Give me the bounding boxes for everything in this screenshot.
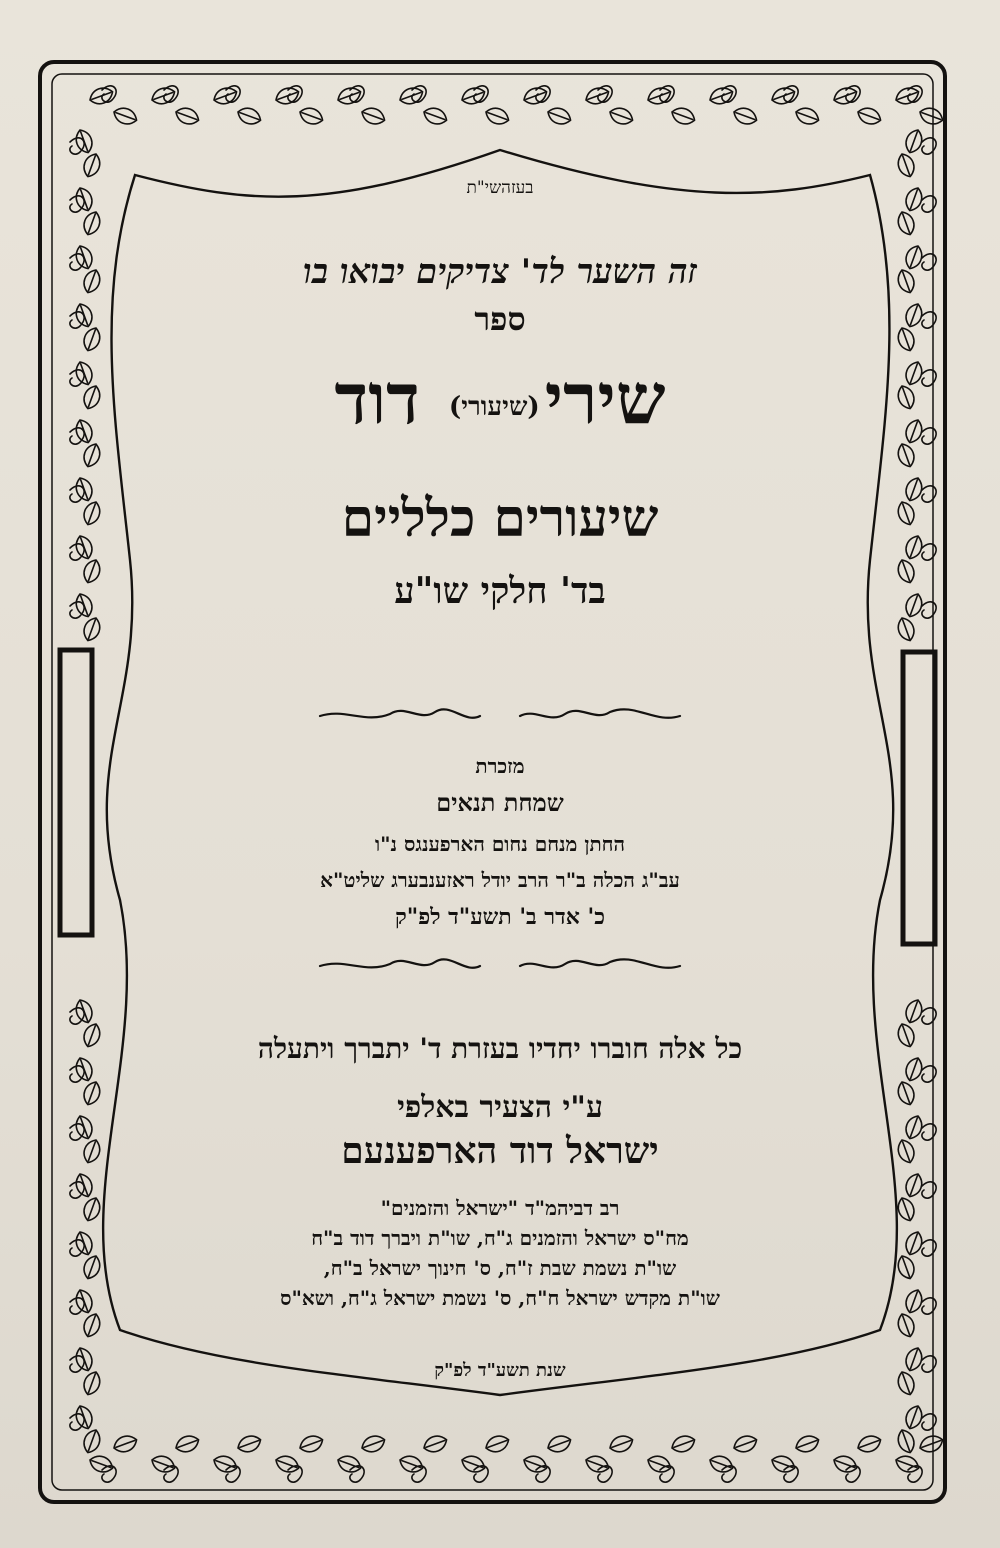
vine-leaf [81, 209, 103, 237]
vine-leaf [895, 499, 917, 527]
vine-leaf [895, 209, 917, 237]
vine-leaf [173, 105, 201, 127]
vine-leaf [707, 85, 735, 107]
vine-leaf [111, 105, 139, 127]
vine-leaf [583, 1453, 611, 1475]
vine-curl [164, 1466, 178, 1482]
compiled-line: כל אלה חוברו יחדיו בעזרת ד' יתברך ויתעלה [257, 1032, 743, 1065]
vine-leaf [895, 1311, 917, 1339]
vine-leaf [335, 85, 363, 107]
vine-leaf [111, 1433, 139, 1455]
vine-curl [102, 1466, 116, 1482]
vine-leaf [211, 1453, 239, 1475]
vine-leaf [831, 1453, 859, 1475]
vine-leaf [895, 1369, 917, 1397]
vine-leaf [895, 1079, 917, 1107]
vine-curl [598, 1466, 612, 1482]
vine-leaf [895, 441, 917, 469]
vine-leaf [235, 1433, 263, 1455]
vine-curl [922, 370, 936, 386]
subtitle: שיעורים כלליים [341, 488, 659, 549]
vine-leaf [483, 1433, 511, 1455]
vine-leaf [607, 1433, 635, 1455]
vine-leaf [895, 1137, 917, 1165]
vine-leaf [895, 267, 917, 295]
vine-leaf [669, 1433, 697, 1455]
vine-leaf [235, 105, 263, 127]
vine-curl [908, 1466, 922, 1482]
vine-leaf [793, 1433, 821, 1455]
subtitle-2: בד' חלקי שו"ע [394, 570, 606, 612]
vine-leaf [81, 557, 103, 585]
arched-verse: זה השער לד' צדיקים יבואו בו [302, 252, 697, 292]
vine-leaf [81, 325, 103, 353]
vine-leaf [81, 441, 103, 469]
side-bar-left [60, 650, 92, 935]
vine-leaf [459, 85, 487, 107]
vine-curl [536, 1466, 550, 1482]
vine-leaf [707, 1453, 735, 1475]
vine-leaf [731, 1433, 759, 1455]
vine-leaf [583, 85, 611, 107]
vine-curl [922, 1414, 936, 1430]
groom-line: החתן מנחם נחום הארפענגס נ"ו [375, 832, 625, 856]
vine-leaf [81, 1369, 103, 1397]
vine-leaf [917, 105, 945, 127]
vine-leaf [297, 105, 325, 127]
vine-curl [922, 1066, 936, 1082]
title-word-shirei: שירי [544, 357, 666, 440]
vine-leaf [81, 1195, 103, 1223]
year-line: שנת תשע"ד לפ"ק [434, 1360, 566, 1381]
flourish-ornament-icon [320, 959, 680, 967]
vine-leaf [895, 615, 917, 643]
author-title-2: מח"ס ישראל והזמנים ג"ח, שו"ת ויברך דוד ב"ח [311, 1226, 689, 1250]
vine-leaf [669, 105, 697, 127]
vine-leaf [81, 615, 103, 643]
vine-leaf [645, 85, 673, 107]
vine-leaf [545, 105, 573, 127]
vine-curl [922, 254, 936, 270]
vine-curl [922, 138, 936, 154]
vine-leaf [917, 1433, 945, 1455]
vine-leaf [273, 85, 301, 107]
vine-curl [474, 1466, 488, 1482]
by-line: ע"י הצעיר באלפי [397, 1090, 603, 1125]
vine-leaf [895, 1021, 917, 1049]
vine-leaf [895, 557, 917, 585]
vine-leaf [895, 1427, 917, 1455]
vine-leaf [359, 105, 387, 127]
vine-curl [846, 1466, 860, 1482]
vine-leaf [731, 105, 759, 127]
flourish-ornament-icon [320, 709, 680, 717]
vine-leaf [521, 85, 549, 107]
vine-leaf [359, 1433, 387, 1455]
vine-curl [922, 486, 936, 502]
vine-curl [412, 1466, 426, 1482]
vine-leaf [81, 1311, 103, 1339]
vine-leaf [81, 1427, 103, 1455]
vine-leaf [397, 1453, 425, 1475]
vine-curl [922, 1356, 936, 1372]
sefer-label: ספר [474, 300, 526, 338]
vine-curl [922, 1182, 936, 1198]
vine-leaf [895, 151, 917, 179]
book-title [150, 357, 850, 441]
vine-curl [350, 1466, 364, 1482]
vine-curl [226, 1466, 240, 1482]
vine-leaf [895, 325, 917, 353]
vine-curl [922, 1298, 936, 1314]
vine-curl [922, 602, 936, 618]
side-bar-right [903, 652, 935, 944]
vine-curl [922, 196, 936, 212]
vine-leaf [81, 1079, 103, 1107]
vine-leaf [769, 85, 797, 107]
vine-leaf [895, 383, 917, 411]
dedication-heading: מזכרת [475, 754, 525, 778]
vine-leaf [81, 1253, 103, 1281]
vine-leaf [81, 499, 103, 527]
vine-leaf [483, 105, 511, 127]
vine-curl [922, 1124, 936, 1140]
vine-leaf [81, 151, 103, 179]
vine-leaf [421, 1433, 449, 1455]
top-abbreviation: בעזהשי"ת [466, 178, 534, 198]
date-line: כ' אדר ב' תשע"ד לפ"ק [395, 904, 605, 930]
vine-leaf [831, 85, 859, 107]
vine-leaf [81, 1137, 103, 1165]
vine-leaf [87, 1453, 115, 1475]
vine-leaf [81, 1021, 103, 1049]
vine-curl [922, 428, 936, 444]
vine-curl [660, 1466, 674, 1482]
vine-leaf [81, 383, 103, 411]
vine-leaf [87, 85, 115, 107]
vine-curl [922, 1008, 936, 1024]
vine-curl [784, 1466, 798, 1482]
vine-leaf [607, 105, 635, 127]
vine-leaf [769, 1453, 797, 1475]
vine-leaf [335, 1453, 363, 1475]
author-title-1: רב דביהמ"ד "ישראל והזמנים" [380, 1196, 620, 1220]
vine-curl [288, 1466, 302, 1482]
vine-leaf [855, 105, 883, 127]
vine-leaf [545, 1433, 573, 1455]
vine-leaf [211, 85, 239, 107]
vine-curl [922, 1240, 936, 1256]
vine-leaf [521, 1453, 549, 1475]
vine-curl [722, 1466, 736, 1482]
author-title-4: שו"ת מקדש ישראל ח"ח, ס' נשמת ישראל ג"ח, ושא"ס [280, 1286, 720, 1310]
bride-line: עב"ג הכלה ב"ר הרב יודל ראזענבערג שליט"א [320, 868, 680, 892]
vine-leaf [397, 85, 425, 107]
vine-leaf [645, 1453, 673, 1475]
vine-leaf [459, 1453, 487, 1475]
author-name: ישראל דוד הארפענעם [341, 1130, 659, 1172]
title-parenthetical: (שיעורי) [448, 392, 540, 422]
dedication-event: שמחת תנאים [436, 788, 564, 817]
vine-leaf [81, 267, 103, 295]
vine-leaf [173, 1433, 201, 1455]
vine-curl [922, 544, 936, 560]
vine-leaf [297, 1433, 325, 1455]
vine-leaf [149, 85, 177, 107]
vine-leaf [895, 1195, 917, 1223]
vine-leaf [855, 1433, 883, 1455]
author-title-3: שו"ת נשמת שבת ז"ח, ס' חינוך ישראל ב"ח, [323, 1256, 677, 1280]
vine-leaf [273, 1453, 301, 1475]
vine-curl [922, 312, 936, 328]
vine-leaf [793, 105, 821, 127]
vine-leaf [895, 1253, 917, 1281]
vine-leaf [149, 1453, 177, 1475]
vine-leaf [421, 105, 449, 127]
title-word-david: דוד [334, 357, 420, 440]
vine-leaf [893, 1453, 921, 1475]
vine-leaf [893, 85, 921, 107]
